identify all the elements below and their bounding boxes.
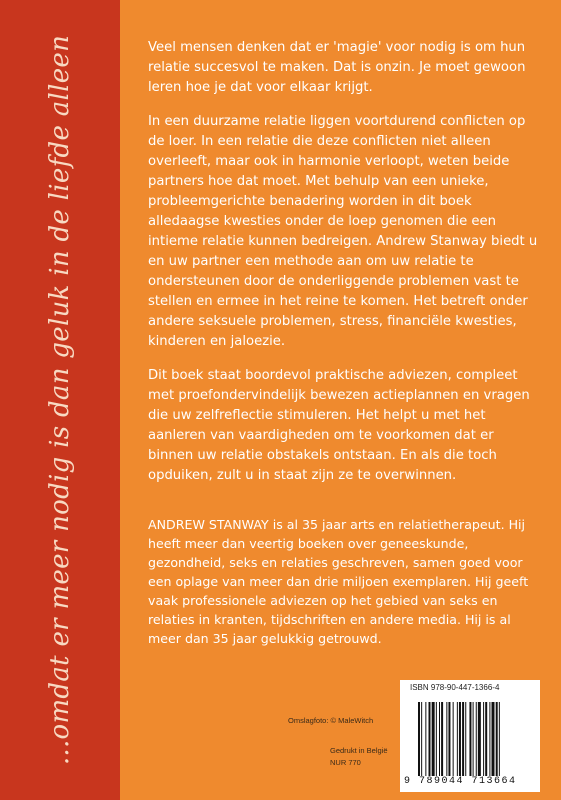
spine-tagline: ...omdat er meer nodig is dan geluk in de liefde alleen (45, 34, 75, 766)
blurb (148, 38, 540, 500)
printed-in: Gedrukt in België (330, 746, 388, 755)
nur-code: NUR 770 (330, 758, 361, 767)
barcode-icon (418, 702, 528, 776)
barcode-digits: 9 789044 713664 (404, 776, 517, 787)
blurb-paragraph-2: In een duurzame relatie liggen voortdurend conflicten op de loer. In een relatie die deze conflicten niet alleen overleeft, maar ook in harmonie verloopt, weten beide partners hoe dat moet. Met behulp van een unieke, probleemgerichte benadering worden in dit boek alledaagse kwesties onder de loep genomen die een intieme relatie kunnen bedreigen. Andrew Stanway biedt u en uw partner een methode aan om uw relatie te ondersteunen door de onderliggende problemen vast te stellen en ermee in het reine te komen. Het betreft onder andere seksuele problemen, stress, financiële kwesties, kinderen en jaloezie. (148, 114, 538, 349)
blurb-paragraph-3: Dit boek staat boordevol praktische adviezen, compleet met proefondervindelijk bewezen actieplannen en vragen die uw zelfreflectie stimuleren. Het helpt u met het aanleren van vaardigheden om te voorkomen dat er binnen uw relatie obstakels ontstaan. En als die toch opduiken, zult u in staat zijn ze te overwinnen. (148, 368, 530, 483)
author-bio (148, 515, 543, 648)
author-bio-text: ANDREW STANWAY is al 35 jaar arts en relatietherapeut. Hij heeft meer dan veertig boeken over geneeskunde, gezondheid, seks en relaties geschreven, samen goed voor een oplage van meer dan drie miljoen exemplaren. Hij geeft vaak professionele adviezen op het gebied van seks en relaties in kranten, tijdschriften en andere media. Hij is al meer dan 35 jaar gelukkig getrouwd. (148, 517, 529, 646)
isbn-number: ISBN 978-90-447-1366-4 (410, 683, 500, 692)
spine-band (0, 0, 120, 800)
barcode-panel (400, 680, 540, 792)
photo-credit: Omslagfoto: © MaleWitch (288, 716, 374, 725)
blurb-paragraph-1: Veel mensen denken dat er 'magie' voor nodig is om hun relatie succesvol te maken. Dat is onzin. Je moet gewoon leren hoe je dat voor elkaar krijgt. (148, 40, 526, 95)
